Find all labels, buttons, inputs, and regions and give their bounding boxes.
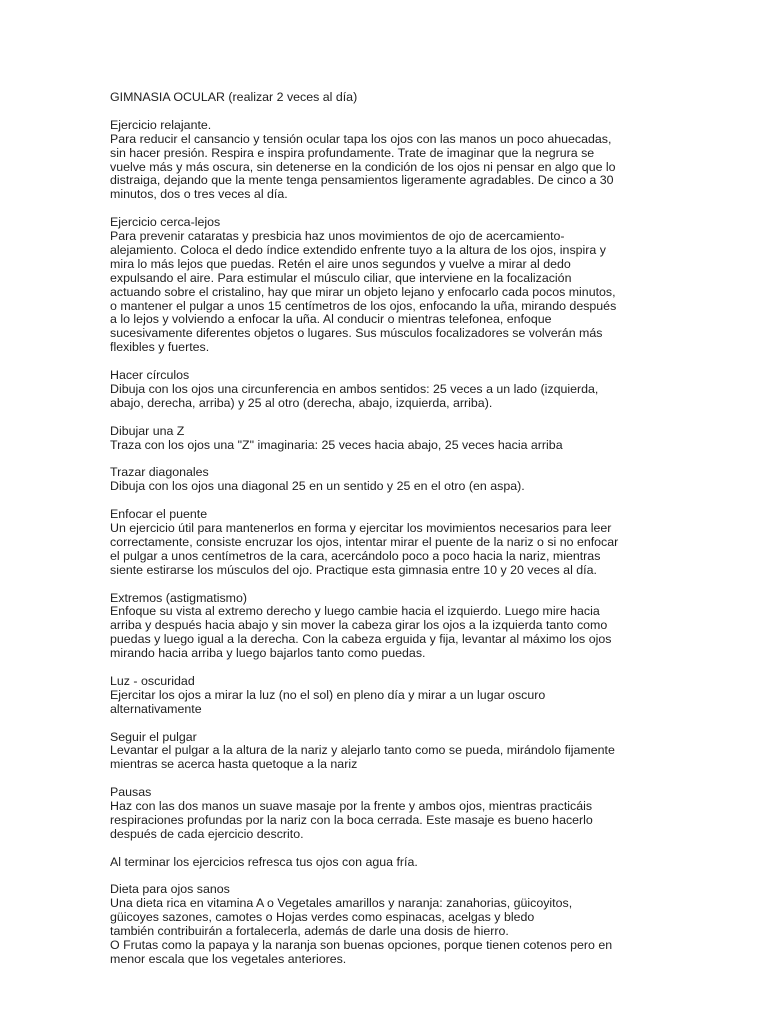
section-heading: Seguir el pulgar — [110, 729, 197, 744]
text-line: el pulgar a unos centímetros de la cara, acercándolo poco a poco hacia la nariz, mientras — [110, 548, 601, 563]
text-line: Dibuja con los ojos una diagonal 25 en un sentido y 25 en el otro (en aspa). — [110, 479, 525, 494]
section-body — [110, 383, 728, 411]
section — [110, 369, 728, 411]
text-line: o mantener el pulgar a unos 15 centímetros de los ojos, enfocando la uña, mirando después — [110, 298, 617, 313]
section-body — [110, 133, 728, 203]
text-line: Para reducir el cansancio y tensión ocular tapa los ojos con las manos un poco ahuecadas, — [110, 131, 612, 146]
text-line: Haz con las dos manos un suave masaje por la frente y ambos ojos, mientras practicáis — [110, 799, 593, 814]
text-line: vuelve más y más oscura, sin detenerse en la condición de los ojos ni pensar en algo que lo — [110, 159, 616, 174]
text-line: abajo, derecha, arriba) y 25 al otro (derecha, abajo, izquierda, arriba). — [110, 395, 493, 410]
section — [110, 466, 728, 494]
section-heading: Dibujar una Z — [110, 423, 185, 438]
diet-body — [110, 897, 728, 967]
section-body — [110, 605, 728, 661]
text-line: respiraciones profundas por la nariz con la boca cerrada. Este masaje es bueno hacerlo — [110, 812, 593, 827]
text-line: correctamente, consiste encruzar los ojos, intentar mirar el puente de la nariz o si no enfocar — [110, 534, 619, 549]
text-line: también contribuirán a fortalecerla, además de darle una dosis de hierro. — [110, 924, 509, 939]
text-line: siente estirarse los músculos del ojo. Practique esta gimnasia entre 10 y 20 veces al día. — [110, 562, 597, 577]
text-line: Una dieta rica en vitamina A o Vegetales amarillos y naranja: zanahorias, güicoyitos, — [110, 896, 573, 911]
text-line: mira lo más lejos que puedas. Retén el aire unos segundos y vuelve a mirar al dedo — [110, 256, 571, 271]
diet-heading: Dieta para ojos sanos — [110, 882, 230, 897]
text-line: Un ejercicio útil para mantenerlos en forma y ejercitar los movimientos necesarios para leer — [110, 521, 612, 535]
text-line: güicoyes sazones, camotes o Hojas verdes como espinacas, acelgas y bledo — [110, 910, 535, 925]
section — [110, 731, 728, 773]
section-body — [110, 689, 728, 717]
document-title: GIMNASIA OCULAR (realizar 2 veces al día) — [110, 90, 358, 104]
text-line: O Frutas como la papaya y la naranja son buenas opciones, porque tienen cotenos pero en — [110, 938, 613, 953]
section-body — [110, 439, 728, 453]
text-line: distraiga, dejando que la mente tenga pensamientos ligeramente agradables. De cinco a 30 — [110, 173, 614, 188]
section-heading: Enfocar el puente — [110, 507, 208, 522]
text-line: alternativamente — [110, 701, 202, 716]
section — [110, 675, 728, 717]
section — [110, 786, 728, 842]
section — [110, 425, 728, 453]
text-line: sucesivamente diferentes objetos o lugares. Sus músculos focalizadores se volverán más — [110, 326, 603, 341]
text-line: Traza con los ojos una "Z" imaginaria: 25 veces hacia abajo, 25 veces hacia arriba — [110, 437, 563, 452]
section — [110, 592, 728, 662]
text-line: puedas y luego igual a la derecha. Con la cabeza erguida y fija, levantar al máximo los ojos — [110, 632, 612, 647]
text-line: Para prevenir cataratas y presbicia haz unos movimientos de ojo de acercamiento- — [110, 229, 565, 244]
text-line: minutos, dos o tres veces al día. — [110, 187, 288, 202]
section-heading: Pausas — [110, 785, 152, 800]
text-line: Ejercitar los ojos a mirar la luz (no el sol) en pleno día y mirar a un lugar oscuro — [110, 687, 546, 702]
text-line: mirando hacia arriba y luego bajarlos tanto como puedas. — [110, 646, 426, 661]
section — [110, 508, 728, 578]
section-heading: Ejercicio cerca-lejos — [110, 215, 221, 230]
section-heading: Extremos (astigmatismo) — [110, 590, 248, 605]
text-line: después de cada ejercicio descrito. — [110, 826, 304, 841]
section-heading: Hacer círculos — [110, 368, 190, 383]
section-body — [110, 800, 728, 842]
text-line: expulsando el aire. Para estimular el músculo ciliar, que interviene en la focalización — [110, 270, 572, 285]
text-line: a lo lejos y volviendo a enfocar la uña. Al conducir o mientras telefonea, enfoque — [110, 312, 552, 327]
section-body — [110, 522, 728, 578]
closing-note: Al terminar los ejercicios refresca tus ojos con agua fría. — [110, 854, 418, 869]
text-line: flexibles y fuertes. — [110, 340, 210, 355]
text-line: Enfoque su vista al extremo derecho y luego cambie hacia el izquierdo. Luego mire hacia — [110, 604, 600, 619]
text-line: mientras se acerca hasta quetoque a la nariz — [110, 757, 358, 772]
section-body — [110, 744, 728, 772]
section-heading: Luz - oscuridad — [110, 673, 195, 688]
section — [110, 216, 728, 355]
text-line: Levantar el pulgar a la altura de la nariz y alejarlo tanto como se pueda, mirándolo fijamente — [110, 743, 615, 758]
text-line: sin hacer presión. Respira e inspira profundamente. Trate de imaginar que la negrura se — [110, 145, 595, 160]
section-heading: Trazar diagonales — [110, 465, 209, 480]
text-line: arriba y después hacia abajo y sin mover la cabeza girar los ojos a la izquierda tanto como — [110, 618, 608, 633]
section — [110, 119, 728, 202]
section-heading: Ejercicio relajante. — [110, 117, 212, 132]
text-line: Dibuja con los ojos una circunferencia en ambos sentidos: 25 veces a un lado (izquierda, — [110, 381, 599, 396]
diet-section — [110, 883, 728, 966]
text-line: menor escala que los vegetales anteriores. — [110, 952, 347, 966]
section-body — [110, 230, 728, 355]
section-body — [110, 480, 728, 494]
sections-container — [110, 119, 728, 842]
text-line: alejamiento. Coloca el dedo índice extendido enfrente tuyo a la altura de los ojos, inspira y — [110, 242, 606, 257]
text-line: actuando sobre el cristalino, hay que mirar un objeto lejano y enfocarlo cada pocos minutos, — [110, 284, 616, 299]
